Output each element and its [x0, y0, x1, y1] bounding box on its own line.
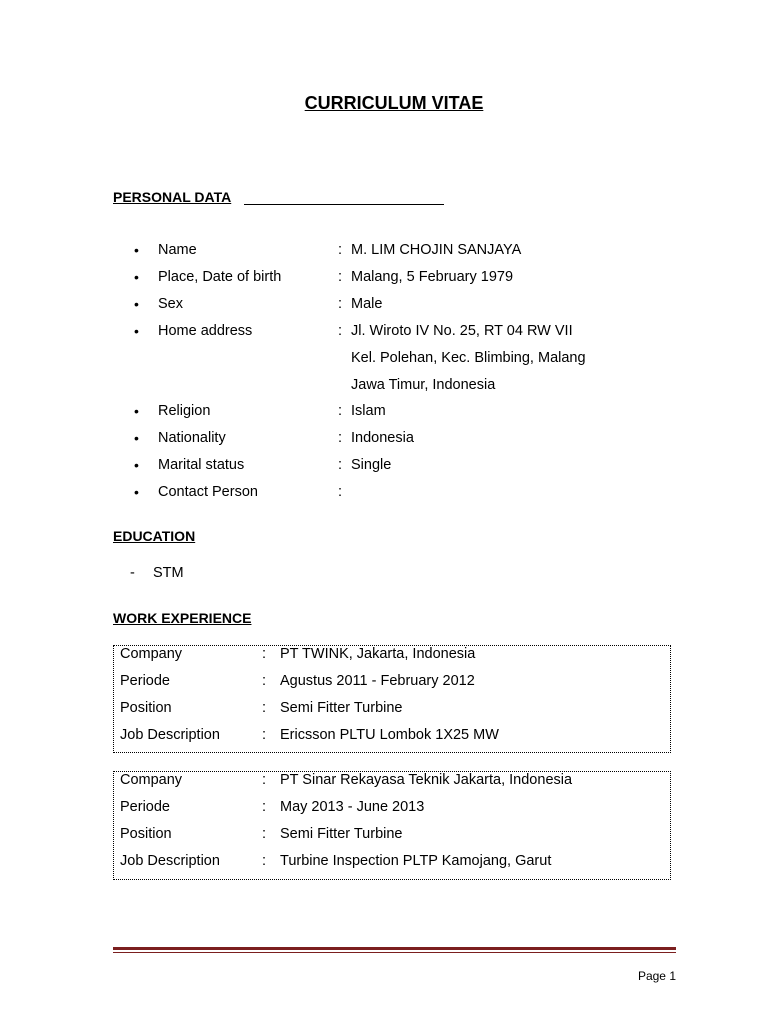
row-separator: :	[338, 323, 343, 339]
work-label: Position	[120, 826, 172, 842]
work-row-company	[114, 646, 670, 673]
work-row-position	[114, 826, 670, 853]
row-label: Marital status	[158, 457, 245, 473]
work-label: Company	[120, 772, 183, 788]
document-title: CURRICULUM VITAE	[304, 93, 484, 113]
personal-data-heading: PERSONAL DATA	[113, 189, 232, 205]
work-value: Semi Fitter Turbine	[280, 700, 403, 716]
page-number: Page 1	[637, 969, 676, 983]
work-label: Periode	[120, 799, 170, 815]
row-label: Nationality	[158, 430, 226, 446]
row-value: Indonesia	[351, 430, 414, 446]
row-label: Home address	[158, 323, 253, 339]
heading-underline	[244, 204, 444, 205]
work-row-company	[114, 772, 670, 799]
bullet-icon: •	[134, 242, 139, 258]
row-label: Religion	[158, 403, 211, 419]
bullet-icon: •	[134, 430, 139, 446]
work-label: Position	[120, 700, 172, 716]
work-value: Turbine Inspection PLTP Kamojang, Garut	[280, 853, 552, 869]
bullet-icon: •	[134, 484, 139, 500]
personal-row-contact	[0, 484, 768, 511]
row-label: Contact Person	[158, 484, 258, 500]
work-row-periode	[114, 799, 670, 826]
personal-row-name	[0, 242, 768, 269]
work-separator: :	[262, 700, 267, 716]
work-label: Company	[120, 646, 183, 662]
personal-row-birth	[0, 269, 768, 296]
work-entry-2	[113, 771, 671, 880]
row-value: Jl. Wiroto IV No. 25, RT 04 RW VII	[351, 323, 573, 339]
work-row-job-description	[114, 853, 670, 880]
row-separator: :	[338, 296, 343, 312]
row-separator: :	[338, 484, 343, 500]
work-experience-heading: WORK EXPERIENCE	[113, 610, 252, 626]
row-separator: :	[338, 269, 343, 285]
personal-row-nationality	[0, 430, 768, 457]
personal-row-religion	[0, 403, 768, 430]
bullet-icon: •	[134, 403, 139, 419]
work-row-periode	[114, 673, 670, 700]
personal-row-address	[0, 323, 768, 350]
row-value: Malang, 5 February 1979	[351, 269, 514, 285]
row-label: Sex	[158, 296, 183, 312]
work-value: Semi Fitter Turbine	[280, 826, 403, 842]
personal-row-sex	[0, 296, 768, 323]
work-value: Agustus 2011 - February 2012	[280, 673, 475, 689]
row-label: Name	[158, 242, 197, 258]
work-row-position	[114, 700, 670, 727]
bullet-icon: •	[134, 269, 139, 285]
row-value: Male	[351, 296, 383, 312]
bullet-icon: •	[134, 457, 139, 473]
work-separator: :	[262, 673, 267, 689]
work-entry-1	[113, 645, 671, 753]
address-line-2: Kel. Polehan, Kec. Blimbing, Malang	[351, 350, 586, 366]
row-value: Single	[351, 457, 392, 473]
address-line-3: Jawa Timur, Indonesia	[351, 377, 496, 393]
bullet-icon: •	[134, 323, 139, 339]
row-value: Islam	[351, 403, 386, 419]
work-label: Job Description	[120, 727, 220, 743]
personal-row-marital	[0, 457, 768, 484]
education-heading: EDUCATION	[113, 528, 196, 544]
work-label: Periode	[120, 673, 170, 689]
work-row-job-description	[114, 727, 670, 754]
work-separator: :	[262, 853, 267, 869]
work-value: PT Sinar Rekayasa Teknik Jakarta, Indonesia	[280, 772, 573, 788]
row-separator: :	[338, 430, 343, 446]
work-label: Job Description	[120, 853, 220, 869]
work-separator: :	[262, 646, 267, 662]
bullet-icon: •	[134, 296, 139, 312]
footer-rule-thin	[113, 952, 676, 953]
dash-marker: -	[130, 565, 135, 581]
row-separator: :	[338, 242, 343, 258]
education-item-text: STM	[153, 565, 184, 581]
work-separator: :	[262, 727, 267, 743]
row-label: Place, Date of birth	[158, 269, 282, 285]
footer-rule-thick	[113, 947, 676, 950]
work-separator: :	[262, 799, 267, 815]
row-separator: :	[338, 403, 343, 419]
work-value: PT TWINK, Jakarta, Indonesia	[280, 646, 476, 662]
work-separator: :	[262, 826, 267, 842]
work-value: May 2013 - June 2013	[280, 799, 425, 815]
row-value: M. LIM CHOJIN SANJAYA	[351, 242, 522, 258]
work-separator: :	[262, 772, 267, 788]
row-separator: :	[338, 457, 343, 473]
work-value: Ericsson PLTU Lombok 1X25 MW	[280, 727, 499, 743]
